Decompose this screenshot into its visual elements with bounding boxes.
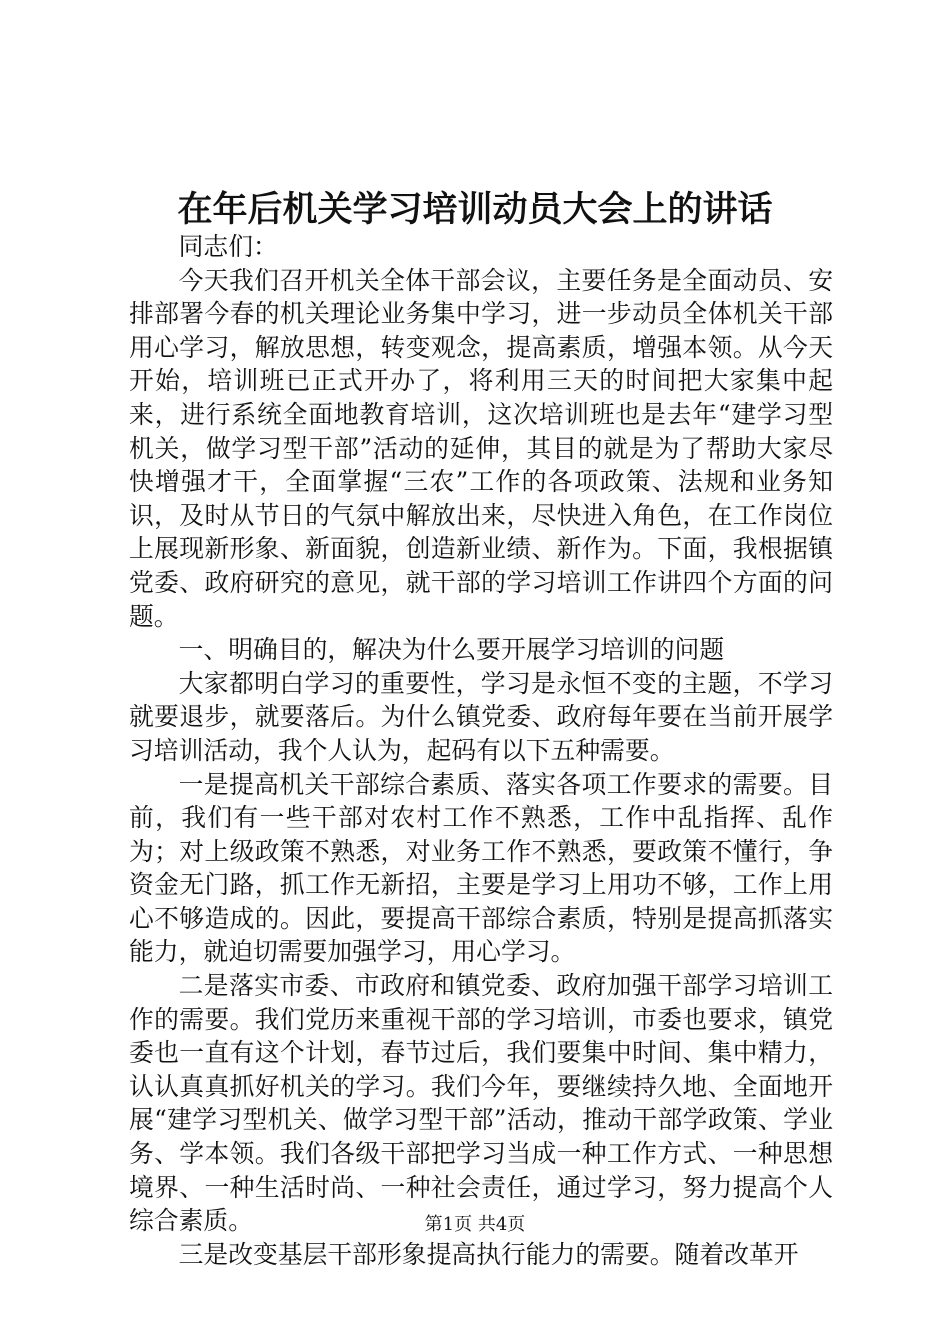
document-body	[129, 230, 833, 1271]
body-paragraph: 今天我们召开机关全体干部会议，主要任务是全面动员、安排部署今春的机关理论业务集中学习，进一步动员全体机关干部用心学习，解放思想，转变观念，提高素质，增强本领。从今天开始，培训班已正式开办了，将利用三天的时间把大家集中起来，进行系统全面地教育培训，这次培训班也是去年“建学习型机关，做学习型干部”活动的延伸，其目的就是为了帮助大家尽快增强才干，全面掌握“三农”工作的各项政策、法规和业务知识，及时从节日的气氛中解放出来，尽快进入角色，在工作岗位上展现新形象、新面貌，创造新业绩、新作为。下面，我根据镇党委、政府研究的意见，就干部的学习培训工作讲四个方面的问题。	[129, 265, 833, 631]
salutation-paragraph: 同志们：	[178, 232, 278, 261]
body-paragraph: 二是落实市委、市政府和镇党委、政府加强干部学习培训工作的需要。我们党历来重视干部的学习培训，市委也要求，镇党委也一直有这个计划，春节过后，我们要集中时间、集中精力，认认真真抓好机关的学习。我们今年，要继续持久地、全面地开展“建学习型机关、做学习型干部”活动，推动干部学政策、学业务、学本领。我们各级干部把学习当成一种工作方式、一种思想境界、一种生活时尚、一种社会责任，通过学习，努力提高个人综合素质。	[129, 971, 833, 1236]
section-heading: 一、明确目的，解决为什么要开展学习培训的问题	[178, 635, 725, 665]
page-number-footer: 第1页 共4页	[424, 1214, 526, 1235]
body-paragraph: 三是改变基层干部形象提高执行能力的需要。随着改革开	[178, 1239, 799, 1269]
body-paragraph: 大家都明白学习的重要性，学习是永恒不变的主题，不学习就要退步，就要落后。为什么镇党委、政府每年要在当前开展学习培训活动，我个人认为，起码有以下五种需要。	[129, 668, 833, 765]
document-title: 在年后机关学习培训动员大会上的讲话	[177, 189, 773, 230]
body-paragraph: 一是提高机关干部综合素质、落实各项工作要求的需要。目前，我们有一些干部对农村工作不熟悉，工作中乱指挥、乱作为；对上级政策不熟悉，对业务工作不熟悉，要政策不懂行，争资金无门路，抓工作无新招，主要是学习上用功不够，工作上用心不够造成的。因此，要提高干部综合素质，特别是提高抓落实能力，就迫切需要加强学习，用心学习。	[129, 769, 833, 967]
